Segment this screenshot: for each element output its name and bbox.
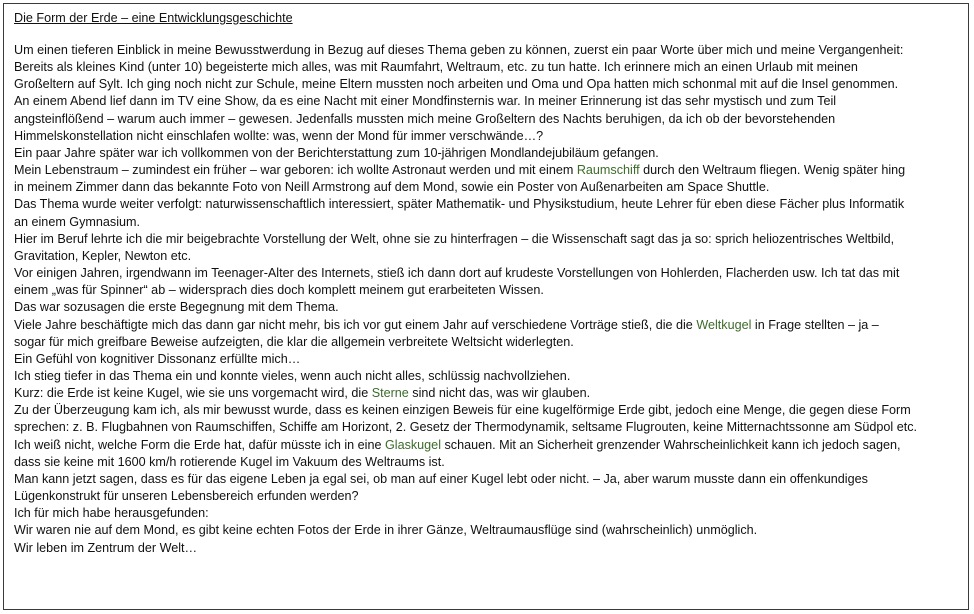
text-segment: Ein Gefühl von kognitiver Dissonanz erfüllte mich… [14, 351, 301, 366]
text-line [14, 196, 964, 213]
document-body [14, 42, 964, 557]
text-segment: sogar für mich greifbare Beweise aufzeigten, die klar die allgemein verbreitete Weltsicht widerlegten. [14, 334, 574, 349]
text-segment: Mein Lebenstraum – zumindest ein früher – war geboren: ich wollte Astronaut werden und mit einem [14, 163, 577, 178]
text-line [14, 42, 964, 59]
text-segment: Zu der Überzeugung kam ich, als mir bewusst wurde, dass es keinen einzigen Beweis für eine kugelförmige Erde gibt, jedoch eine Menge, die gegen diese Form [14, 403, 911, 418]
text-line [14, 145, 964, 162]
text-segment: Man kann jetzt sagen, dass es für das eigene Leben ja egal sei, ob man auf einer Kugel lebt oder nicht. – Ja, aber warum musste dann ein offenkundiges [14, 471, 868, 486]
text-segment: Bereits als kleines Kind (unter 10) begeisterte mich alles, was mit Raumfahrt, Weltraum, etc. zu tun hatte. Ich erinnere mich an einen Urlaub mit meinen [14, 60, 858, 75]
text-line [14, 471, 964, 488]
text-segment: Vor einigen Jahren, irgendwann im Teenager-Alter des Internets, stieß ich dann dort auf krudeste Vorstellungen von Hohlerden, Flacherden usw. Ich tat das mit [14, 266, 900, 281]
text-line [14, 334, 964, 351]
text-segment: Gravitation, Kepler, Newton etc. [14, 248, 192, 263]
text-segment: sprechen: z. B. Flugbahnen von Raumschiffen, Schiffe am Horizont, 2. Gesetz der Thermodynamik, seltsame Flugrouten, keine Mitternachtssonne am Südpol etc. [14, 420, 918, 435]
text-line [14, 419, 964, 436]
text-line [14, 76, 964, 93]
text-segment: Um einen tieferen Einblick in meine Bewusstwerdung in Bezug auf dieses Thema geben zu können, zuerst ein paar Worte über mich und meine Vergangenheit: [14, 43, 904, 57]
highlighted-term: Weltkugel [696, 317, 752, 332]
text-line [14, 522, 964, 539]
highlighted-term: Glaskugel [384, 437, 441, 452]
text-line [14, 248, 964, 265]
text-line [14, 385, 964, 402]
highlighted-term: Raumschiff [576, 163, 640, 178]
text-line [14, 454, 964, 471]
text-line [14, 282, 964, 299]
text-line [14, 488, 964, 505]
text-segment: Himmelskonstellation nicht einschlafen wollte: was, wenn der Mond für immer verschwände…? [14, 128, 544, 143]
text-segment: Ich weiß nicht, welche Form die Erde hat, dafür müsste ich in eine [14, 437, 385, 452]
text-segment: Das war sozusagen die erste Begegnung mit dem Thema. [14, 300, 339, 315]
text-segment: Hier im Beruf lehrte ich die mir beigebrachte Vorstellung der Welt, ohne sie zu hinterfragen – die Wissenschaft sagt das ja so: sprich heliozentrisches Weltbild, [14, 231, 895, 246]
text-line [14, 402, 964, 419]
text-line [14, 368, 964, 385]
text-segment: sind nicht das, was wir glauben. [408, 386, 591, 401]
text-line [14, 505, 964, 522]
text-segment: angsteinflößend – warum auch immer – gewesen. Jedenfalls mussten mich meine Großeltern des Nachts beruhigen, da ich ob der bevorstehenden [14, 111, 836, 126]
text-line [14, 214, 964, 231]
text-line [14, 437, 964, 454]
text-segment: dass sie keine mit 1600 km/h rotierende Kugel im Vakuum des Weltraums ist. [14, 454, 445, 469]
text-segment: in Frage stellten – ja – [751, 317, 879, 332]
text-segment: Ich für mich habe herausgefunden: [14, 506, 209, 521]
text-line [14, 540, 964, 557]
text-line [14, 317, 964, 334]
text-segment: an einem Gymnasium. [14, 214, 140, 229]
text-segment: Kurz: die Erde ist keine Kugel, wie sie uns vorgemacht wird, die [14, 386, 372, 401]
text-segment: durch den Weltraum fliegen. Wenig später hing [639, 163, 906, 178]
text-line [14, 299, 964, 316]
text-line [14, 93, 964, 110]
text-segment: Das Thema wurde weiter verfolgt: naturwissenschaftlich interessiert, später Mathematik- und Physikstudium, heute Lehrer für eben diese Fächer plus Informatik [14, 197, 905, 212]
text-segment: Viele Jahre beschäftigte mich das dann gar nicht mehr, bis ich vor gut einem Jahr auf verschiedene Vorträge stieß, die die [14, 317, 697, 332]
text-segment: Großeltern auf Sylt. Ich ging noch nicht zur Schule, meine Eltern mussten noch arbeiten und Oma und Opa hatten mich schonmal mit auf die Insel genommen. [14, 77, 899, 92]
text-segment: einem „was für Spinner“ ab – widersprach dies doch komplett meinem gut erarbeiteten Wissen. [14, 283, 544, 298]
text-line [14, 351, 964, 368]
text-segment: Ich stieg tiefer in das Thema ein und konnte vieles, wenn auch nicht alles, schlüssig nachvollziehen. [14, 368, 571, 383]
text-segment: Wir waren nie auf dem Mond, es gibt keine echten Fotos der Erde in ihrer Gänze, Weltraumausflüge sind (wahrscheinlich) unmöglich. [14, 523, 758, 538]
highlighted-term: Sterne [371, 386, 409, 401]
document-title: Die Form der Erde – eine Entwicklungsgeschichte [14, 11, 293, 25]
text-line [14, 179, 964, 196]
text-line [14, 111, 964, 128]
document-frame [3, 3, 969, 610]
text-segment: Wir leben im Zentrum der Welt… [14, 540, 198, 555]
text-segment: schauen. Mit an Sicherheit grenzender Wahrscheinlichkeit kann ich jedoch sagen, [441, 437, 901, 452]
text-line [14, 128, 964, 145]
text-line [14, 265, 964, 282]
text-segment: in meinem Zimmer dann das bekannte Foto von Neill Armstrong auf dem Mond, sowie ein Poster von Außenarbeiten am Space Shuttle. [14, 180, 770, 195]
text-segment: Lügenkonstrukt für unseren Lebensbereich erfunden werden? [14, 489, 359, 504]
text-segment: Ein paar Jahre später war ich vollkommen von der Berichterstattung zum 10-jährigen Mondlandejubiläum gefangen. [14, 145, 659, 160]
text-line [14, 231, 964, 248]
text-segment: An einem Abend lief dann im TV eine Show, da es eine Nacht mit einer Mondfinsternis war. In meiner Erinnerung ist das sehr mystisch und zum Teil [14, 94, 837, 109]
text-line [14, 162, 964, 179]
text-line [14, 59, 964, 76]
